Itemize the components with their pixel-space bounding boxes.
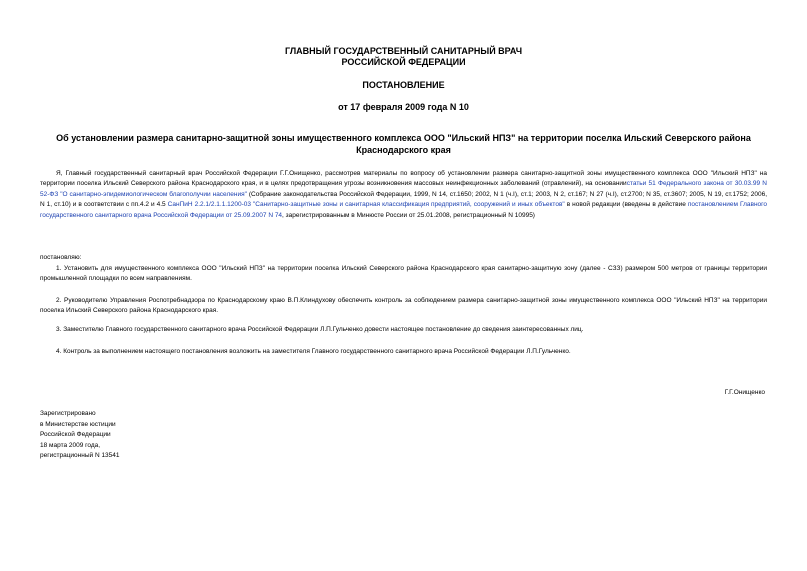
document-title bbox=[40, 132, 767, 156]
preamble-text-3: в новой редакции (введены в действие bbox=[564, 201, 688, 209]
sanpin-link[interactable]: СанПиН 2.2.1/2.1.1.1200-03 "Санитарно-защитные зоны и санитарная классификация предприятий, сооружений и иных объектов" bbox=[167, 201, 565, 209]
preamble-paragraph bbox=[40, 169, 767, 221]
document-title-line-2: Краснодарского края bbox=[356, 145, 451, 155]
preamble-text-2: (Собрание законодательства Российской Федерации, 1999, N 14, ст.1650; 2002, N 1 (ч.I), ст.1; 2003, N 2, ст.167; N 27 (ч.I), ст.2700; N 35, ст.3607; 2005, N 19, ст.1752; 2006, N 1, ст.10) и в соответствии с пп.4.2 и 4.5 bbox=[40, 190, 768, 209]
preamble-text-1: Я, Главный государственный санитарный врач Российской Федерации Г.Г.Онищенко, рассмотрев материалы по вопросу об установлении размера санитарно-защитной зоны имущественного комплекса ООО "Ильский НПЗ" на территории поселка Ильский Северского района Краснодарского края, и в целях предотвращения угрозы возникновения массовых неинфекционных заболеваний (отравлений), на основании bbox=[40, 170, 767, 188]
registration-block bbox=[40, 409, 120, 462]
document-type: ПОСТАНОВЛЕНИЕ bbox=[362, 80, 445, 90]
document-title-line-1: Об установлении размера санитарно-защитной зоны имущественного комплекса ООО "Ильский НПЗ" на территории поселка Ильский Северского района bbox=[56, 133, 751, 143]
registration-line: 18 марта 2009 года, bbox=[40, 441, 101, 449]
registration-line: Российской Федерации bbox=[40, 431, 111, 438]
issuer-line-1: ГЛАВНЫЙ ГОСУДАРСТВЕННЫЙ САНИТАРНЫЙ ВРАЧ bbox=[284, 46, 523, 56]
resolution-link[interactable]: постановлением Главного государственного санитарного врача Российской Федерации от 25.09.2007 N 74 bbox=[40, 201, 768, 219]
resolves-label: постановляю: bbox=[40, 254, 82, 261]
preamble-text-4: , зарегистрированным в Минюсте России от 25.01.2008, регистрационный N 10995) bbox=[282, 211, 535, 219]
issuer-line-2: РОССИЙСКОЙ ФЕДЕРАЦИИ bbox=[341, 57, 466, 67]
clause-3: 3. Заместителю Главного государственного санитарного врача Российской Федерации Л.П.Гульченко довести настоящее постановление до сведения заинтересованных лиц. bbox=[56, 326, 584, 333]
clause-2: 2. Руководителю Управления Роспотребнадзора по Краснодарскому краю В.П.Клиндухову обеспечить контроль за соблюдением размера санитарно-защитной зоны имущественного комплекса ООО "Ильский НПЗ" на территории поселка Ильский Северского района Краснодарского края. bbox=[40, 297, 767, 315]
signature: Г.Г.Онищенко bbox=[724, 389, 765, 396]
registration-line: Зарегистрировано bbox=[40, 410, 96, 417]
registration-line: в Министерстве юстиции bbox=[40, 420, 116, 428]
document-date-number: от 17 февраля 2009 года N 10 bbox=[338, 102, 469, 112]
registration-line: регистрационный N 13541 bbox=[40, 452, 120, 459]
clause-1: 1. Установить для имущественного комплекса ООО "Ильский НПЗ" на территории поселка Ильский Северского района Краснодарского края санитарно-защитную зону (далее - СЗЗ) размером 500 метров от границы территории промышленной площадки по всем направлениям. bbox=[40, 265, 767, 283]
law-article-link[interactable]: статьи 51 Федерального закона от 30.03.99 N 52-ФЗ "О санитарно-эпидемиологическом благополучии населения" bbox=[40, 180, 768, 198]
clause-4: 4. Контроль за выполнением настоящего постановления возложить на заместителя Главного государственного санитарного врача Российской Федерации Л.П.Гульченко. bbox=[56, 348, 571, 355]
